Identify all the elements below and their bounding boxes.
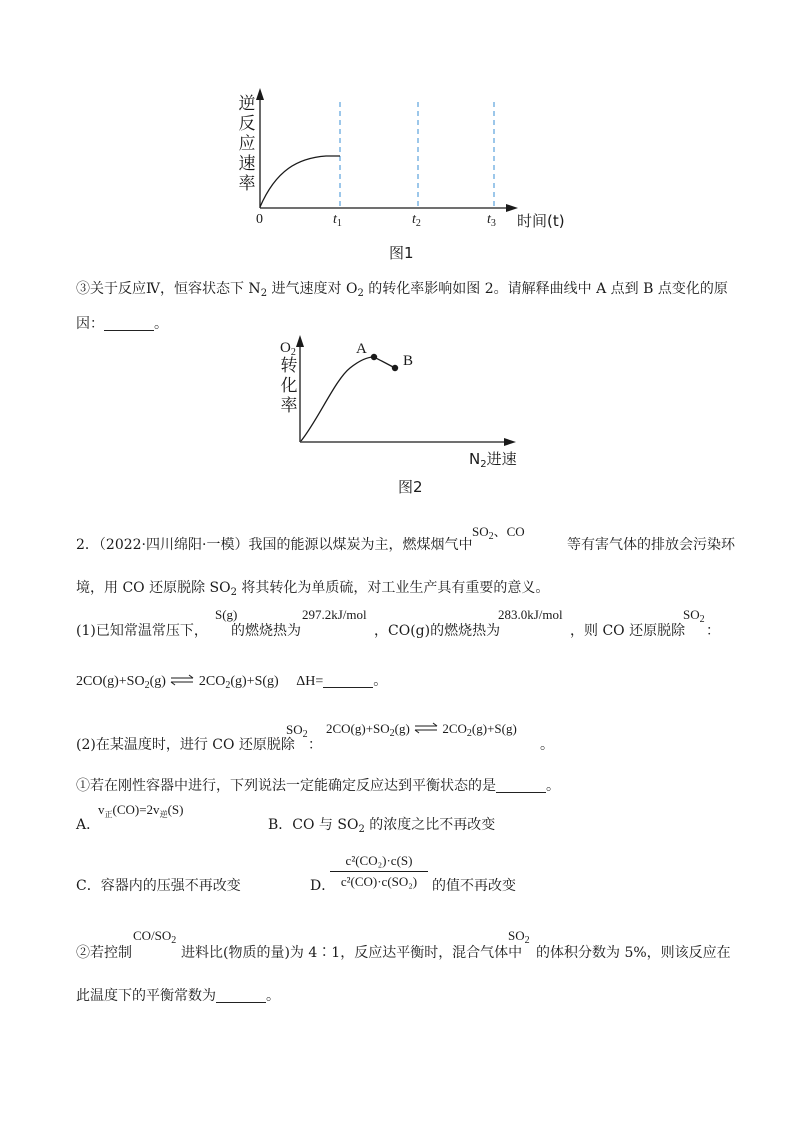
fig1-caption: 图1 <box>389 244 414 262</box>
subscript: 2 <box>302 729 308 740</box>
text-run: (S) <box>167 802 184 817</box>
text-run: 进速 <box>486 450 517 468</box>
eq-right-tail: (g)+S(g) <box>230 674 279 689</box>
q2-part2-so2 <box>286 722 308 738</box>
fig2-label-a: A <box>356 341 367 357</box>
subscript: 2 <box>466 728 472 739</box>
fraction-bar <box>330 871 428 872</box>
fig1-tick-sub: 3 <box>490 218 496 229</box>
fig2-x-arrow <box>504 438 516 446</box>
option-d-text: 的值不再改变 <box>432 878 516 894</box>
text-run: SO <box>508 928 525 943</box>
q2-sub2-a: ②若控制 <box>76 945 132 961</box>
q2-part1-val2: 283.0kJ/mol <box>498 607 563 622</box>
text-run: SO <box>286 722 303 737</box>
fig1-tick-label: t <box>487 212 491 227</box>
equilibrium-arrow-icon <box>169 673 195 687</box>
option-b[interactable] <box>268 814 495 834</box>
text-run: 、CO <box>493 524 525 539</box>
text-run: 境，用 CO 还原脱除 SO <box>76 580 231 596</box>
subscript: 2 <box>389 728 395 739</box>
q2-part1-b: 的燃烧热为 <box>231 623 301 639</box>
q2-part1-a: (1)已知常温常压下， <box>76 623 208 639</box>
option-a-label: A． <box>76 817 101 833</box>
period: 。 <box>546 778 560 794</box>
eq-left-tail: (g) <box>394 721 410 736</box>
q2-sub1-stem <box>76 775 560 795</box>
fig2-plot <box>0 0 800 500</box>
text-run: 将其转化为单质硫，对工业生产具有重要的意义。 <box>236 580 550 596</box>
q2-part2-colon: ： <box>308 737 322 753</box>
fig1-tick-sub: 1 <box>336 218 342 229</box>
q2-part2-a: (2)在某温度时，进行 CO 还原脱除 <box>76 737 295 753</box>
question-source: （2022·四川绵阳·一模） <box>98 537 249 553</box>
subscript: 2 <box>699 614 705 625</box>
option-a-formula[interactable] <box>98 802 183 818</box>
fig2-label-b: B <box>403 353 414 369</box>
fig1-ylabel-char: 速 <box>238 154 256 174</box>
answer-blank[interactable] <box>323 673 373 688</box>
text-run: SO <box>472 524 489 539</box>
eq-left: 2CO(g)+SO <box>326 721 390 736</box>
text-run: 的浓度之比不再改变 <box>364 817 496 833</box>
q2-sub2-so2 <box>508 928 530 944</box>
fig1-ylabel-char: 逆 <box>238 94 256 114</box>
fig1-origin: 0 <box>256 212 263 227</box>
fig1-ylabel-char: 反 <box>238 114 256 134</box>
fig2-ylabel-char: 率 <box>280 396 298 416</box>
q2-intro-rest: 等有害气体的排放会污染环 <box>567 537 735 553</box>
subscript: 2 <box>230 587 237 598</box>
fraction-denominator: c²(CO)·c(SO₂) <box>340 874 418 889</box>
fig1-ylabel-char: 应 <box>238 134 256 154</box>
eq-left: 2CO(g)+SO <box>76 674 145 689</box>
q2-part1-colon: ： <box>706 623 720 639</box>
subscript: 2 <box>480 459 487 470</box>
fig2-y-arrow <box>296 335 304 347</box>
q2-sub2-b: 进料比(物质的量)为 4∶1，反应达平衡时，混合气体中 <box>181 945 523 961</box>
subscript: 逆 <box>159 810 168 819</box>
subscript: 2 <box>225 680 231 691</box>
fig1-ylabel-char: 率 <box>238 174 256 194</box>
text-run: SO <box>683 607 700 622</box>
text-run: N <box>469 450 481 468</box>
q2-intro-gas <box>472 521 525 540</box>
q2-sub2-c: 的体积分数为 5%，则该反应在 <box>536 945 731 961</box>
subscript: 2 <box>290 347 296 358</box>
eq-right: 2CO <box>442 721 467 736</box>
text-run: ③关于反应Ⅳ，恒容状态下 N <box>76 281 261 297</box>
text-run: 进气速度对 O <box>267 281 358 297</box>
period: 。 <box>266 988 280 1004</box>
q2-part1-so2 <box>683 607 705 623</box>
q2-part1-val1: 297.2kJ/mol <box>302 607 367 622</box>
fig1-tick-label: t <box>333 212 337 227</box>
fig1-xlabel: 时间(t) <box>517 212 565 230</box>
q2-intro-line2 <box>76 577 549 597</box>
q2-intro-line1 <box>76 534 472 554</box>
period: 。 <box>373 674 388 689</box>
text-run: 的转化率影响如图 2。请解释曲线中 A 点到 B 点变化的原 <box>363 281 728 297</box>
q2-equation-1 <box>76 670 387 690</box>
question-number: 2． <box>76 537 99 553</box>
period: 。 <box>154 316 168 332</box>
subscript: 2 <box>358 824 365 835</box>
q2-part2-end: 。 <box>540 737 554 753</box>
subscript: 2 <box>260 288 268 299</box>
fig2-ylabel-char: 转 <box>280 356 298 376</box>
fig2-ylabel-char: 化 <box>280 376 298 396</box>
equilibrium-arrow-icon <box>413 721 439 735</box>
text-run: 我国的能源以煤炭为主，燃煤烟气中 <box>248 537 473 553</box>
subscript: 2 <box>357 288 364 299</box>
text-run: B．CO 与 SO <box>268 817 359 833</box>
text-run: (CO)=2v <box>112 802 160 817</box>
q2-equation-2 <box>326 721 517 737</box>
text-run: 因： <box>76 316 104 332</box>
fig1-tick-sub: 2 <box>415 218 421 229</box>
q2-part1-c: ，CO(g)的燃烧热为 <box>374 623 501 639</box>
fraction-numerator: c²(CO₂)·c(S) <box>345 853 413 868</box>
option-c[interactable]: C．容器内的压强不再改变 <box>76 878 241 894</box>
fig1-tick-label: t <box>412 212 416 227</box>
subscript: 2 <box>488 531 494 542</box>
subscript: 2 <box>144 680 150 691</box>
delta-h-label: ΔH= <box>296 674 324 689</box>
answer-blank[interactable] <box>496 778 546 793</box>
fig2-caption: 图2 <box>398 478 423 496</box>
text-run: 此温度下的平衡常数为 <box>76 988 216 1004</box>
option-d-label: D． <box>310 878 336 894</box>
eq-left-tail: (g) <box>149 674 166 689</box>
q2-part1-sg: S(g) <box>215 607 238 622</box>
eq-right: 2CO <box>198 674 226 689</box>
fig2-point-a <box>371 354 377 360</box>
fig2-xlabel <box>469 448 517 469</box>
subscript: 2 <box>171 935 177 946</box>
q2-part1-d: ，则 CO 还原脱除 <box>570 623 686 639</box>
option-d-fraction[interactable] <box>330 852 428 891</box>
text-run: O <box>280 340 291 356</box>
text-run: ①若在刚性容器中进行，下列说法一定能确定反应达到平衡状态的是 <box>76 778 496 794</box>
subscript: 正 <box>104 810 113 819</box>
subscript: 2 <box>524 935 530 946</box>
text-run: CO/SO <box>133 928 172 943</box>
q2-sub2-line2 <box>76 985 280 1005</box>
text-run: v <box>98 802 105 817</box>
fig2-point-b <box>392 365 398 371</box>
fig2-curve <box>301 357 395 441</box>
eq-right-tail: (g)+S(g) <box>471 721 517 736</box>
answer-blank[interactable] <box>216 988 266 1003</box>
q2-sub2-ratio <box>133 928 176 944</box>
